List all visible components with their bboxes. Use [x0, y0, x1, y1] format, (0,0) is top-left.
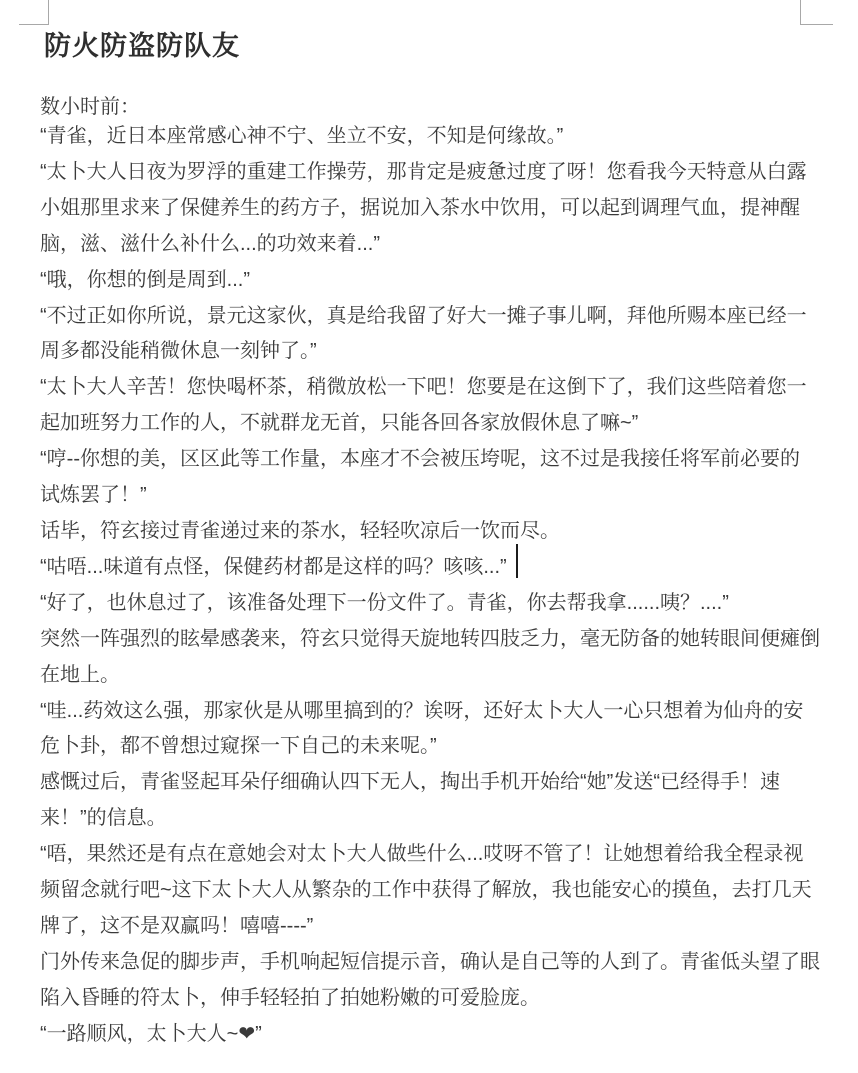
page-title: 防火防盗防队友	[44, 31, 240, 61]
top-left-window-corner	[19, 0, 49, 25]
story-line[interactable]: 频留念就行吧~这下太卜大人从繁杂的工作中获得了解放，我也能安心的摸鱼，去打几天	[40, 879, 812, 902]
story-line[interactable]: 陷入昏睡的符太卜，伸手轻轻拍了拍她粉嫩的可爱脸庞。	[40, 986, 540, 1009]
story-line[interactable]: “好了，也休息过了，该准备处理下一份文件了。青雀，你去帮我拿......咦？....”	[40, 591, 729, 614]
story-line[interactable]: 起加班努力工作的人，不就群龙无首，只能各回各家放假休息了嘛~”	[40, 412, 639, 435]
story-line[interactable]: “太卜大人日夜为罗浮的重建工作操劳，那肯定是疲惫过度了呀！您看我今天特意从白露	[40, 160, 807, 183]
story-line[interactable]: 试炼罢了！”	[40, 484, 147, 507]
story-line[interactable]: 突然一阵强烈的眩晕感袭来，符玄只觉得天旋地转四肢乏力，毫无防备的她转眼间便瘫倒	[40, 627, 820, 650]
story-line[interactable]: “太卜大人辛苦！您快喝杯茶，稍微放松一下吧！您要是在这倒下了，我们这些陪着您一	[40, 376, 807, 399]
text-cursor	[516, 544, 518, 578]
story-line[interactable]: 来！”的信息。	[40, 807, 167, 830]
story-line[interactable]: “哼--你想的美，区区此等工作量，本座才不会被压垮呢，这不过是我接任将军前必要的	[40, 448, 800, 471]
story-line[interactable]: 在地上。	[40, 663, 120, 686]
story-line[interactable]: “不过正如你所说，景元这家伙，真是给我留了好大一摊子事儿啊，拜他所赐本座已经一	[40, 304, 807, 327]
story-line[interactable]: “一路顺风，太卜大人~❤”	[40, 1022, 262, 1045]
story-line[interactable]: “青雀，近日本座常感心神不宁、坐立不安，不知是何缘故。”	[40, 125, 564, 147]
story-line[interactable]: 话毕，符玄接过青雀递过来的茶水，轻轻吹凉后一饮而尽。	[40, 519, 560, 542]
story-body[interactable]	[40, 119, 830, 1053]
story-line[interactable]: 周多都没能稍微休息一刻钟了。”	[40, 340, 317, 363]
story-line[interactable]: 牌了，这不是双赢吗！嘻嘻----”	[40, 914, 314, 937]
story-line[interactable]: “哦，你想的倒是周到...”	[40, 268, 250, 291]
story-line[interactable]: “哇...药效这么强，那家伙是从哪里搞到的？诶呀，还好太卜大人一心只想着为仙舟的安	[40, 699, 804, 722]
story-line[interactable]: 感慨过后，青雀竖起耳朵仔细确认四下无人，掏出手机开始给“她”发送“已经得手！速	[40, 771, 780, 794]
story-line[interactable]: 危卜卦，都不曾想过窥探一下自己的未来呢。”	[40, 735, 437, 758]
story-line[interactable]: “咕唔...味道有点怪，保健药材都是这样的吗？咳咳...”	[40, 555, 507, 578]
story-line[interactable]: 小姐那里求来了保健养生的药方子，据说加入茶水中饮用，可以起到调理气血，提神醒	[40, 196, 800, 219]
timestamp-label: 数小时前：	[40, 96, 140, 118]
story-line[interactable]: 脑，滋、滋什么补什么...的功效来着...”	[40, 232, 380, 255]
story-line[interactable]: 门外传来急促的脚步声，手机响起短信提示音，确认是自己等的人到了。青雀低头望了眼	[40, 950, 820, 973]
top-right-window-corner	[800, 0, 833, 25]
story-line[interactable]: “唔，果然还是有点在意她会对太卜大人做些什么...哎呀不管了！让她想着给我全程录视	[40, 843, 804, 866]
